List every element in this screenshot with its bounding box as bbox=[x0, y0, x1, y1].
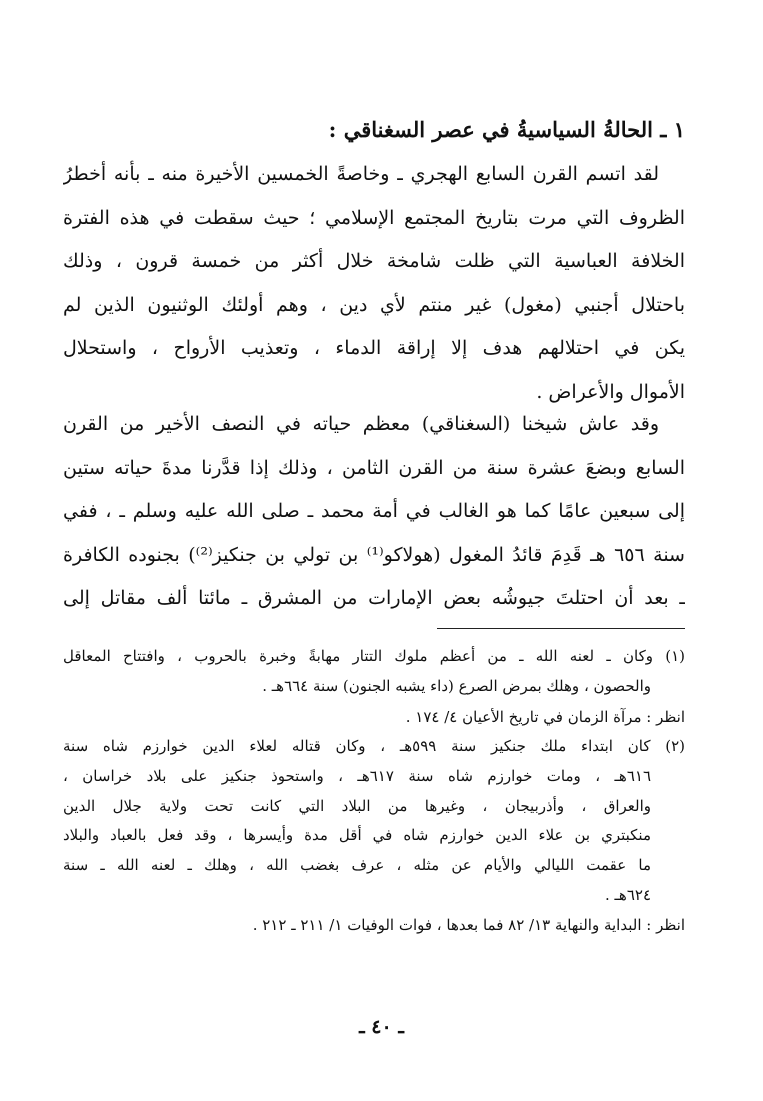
footnote-line: (٢) كان ابتداء ملك جنكيز سنة ٥٩٩هـ ، وكان قتاله لعلاء الدين خوارزم شاه سنة bbox=[63, 737, 685, 755]
footnote-1-source: انظر : مرآة الزمان في تاريخ الأعيان ٤/ ١٧٤ . bbox=[405, 708, 685, 726]
footnote-line: ٦١٦هـ ، ومات خوارزم شاه سنة ٦١٧هـ ، واستحوذ جنكيز على بلاد خراسان ، bbox=[63, 766, 651, 785]
paragraph-2 bbox=[63, 403, 685, 621]
text-line: السابع وبضعَ عشرة سنة من القرن الثامن ، وذلك إذا قدَّرنا مدةَ حياته ستين bbox=[63, 456, 685, 479]
text-line: باحتلال أجنبي (مغول) غير منتم لأي دين ، وهم أولئك الوثنيون الذين لم bbox=[63, 293, 685, 316]
footnote-line: (١) وكان ـ لعنه الله ـ من أعظم ملوك التتار مهابةً وخبرة بالحروب ، وافتتاح المعاقل bbox=[63, 647, 685, 665]
text-line: يكن في احتلالهم هدف إلا إراقة الدماء ، وتعذيب الأرواح ، واستحلال bbox=[63, 337, 685, 359]
text-line: الظروف التي مرت بتاريخ المجتمع الإسلامي ؛ حيث سقطت في هذه الفترة bbox=[63, 206, 685, 229]
text-line: سنة ٦٥٦ هـ قَدِمَ قائدُ المغول (هولاكو⁽¹⁾ بن تولي بن جنكيز⁽²⁾) بجنوده الكافرة bbox=[63, 543, 685, 566]
text-line: إلى سبعين عامًا كما هو الغالب في أمة محمد ـ صلى الله عليه وسلم ـ ، ففي bbox=[63, 500, 685, 522]
text-line: لقد اتسم القرن السابع الهجري ـ وخاصةً الخمسين الأخيرة منه ـ بأنه أخطرُ bbox=[63, 163, 659, 185]
footnote-2 bbox=[63, 732, 685, 911]
footnote-2-source: انظر : البداية والنهاية ١٣/ ٨٢ فما بعدها ، فوات الوفيات ١/ ٢١١ ـ ٢١٢ . bbox=[252, 916, 685, 934]
section-heading: ١ ـ الحالةُ السياسيةُ في عصر السغناقي : bbox=[328, 117, 685, 142]
footnote-line: ٦٢٤هـ . bbox=[604, 885, 651, 904]
footnote-1 bbox=[63, 642, 685, 702]
footnote-line: والحصون ، وهلك بمرض الصرع (داء يشبه الجنون) سنة ٦٦٤هـ . bbox=[262, 676, 651, 695]
text-line: ـ بعد أن احتلتَ جيوشُه بعض الإمارات من المشرق ـ مائتا ألف مقاتل إلى bbox=[63, 587, 685, 609]
footnote-line: والعراق ، وأذربيجان ، وغيرها من البلاد التي كانت تحت ولاية جلال الدين bbox=[63, 796, 651, 815]
text-line: الخلافة العباسية التي ظلت شامخة خلال أكثر من خمسة قرون ، وذلك bbox=[63, 250, 685, 272]
text-line: وقد عاش شيخنا (السغناقي) معظم حياته في النصف الأخير من القرن bbox=[63, 413, 659, 435]
page-number: ـ ٤٠ ـ bbox=[359, 1016, 404, 1038]
paragraph-1 bbox=[63, 153, 685, 414]
text-line: الأموال والأعراض . bbox=[536, 380, 685, 403]
footnote-line: منكبتري بن علاء الدين خوارزم شاه في أقل مدة وأيسرها ، وقد فعل بالعباد والبلاد bbox=[63, 826, 651, 845]
footnote-divider bbox=[437, 628, 685, 629]
footnote-line: ما عقمت الليالي والأيام عن مثله ، عرف بغضب الله ، وهلك ـ لعنه الله ـ سنة bbox=[63, 856, 651, 875]
